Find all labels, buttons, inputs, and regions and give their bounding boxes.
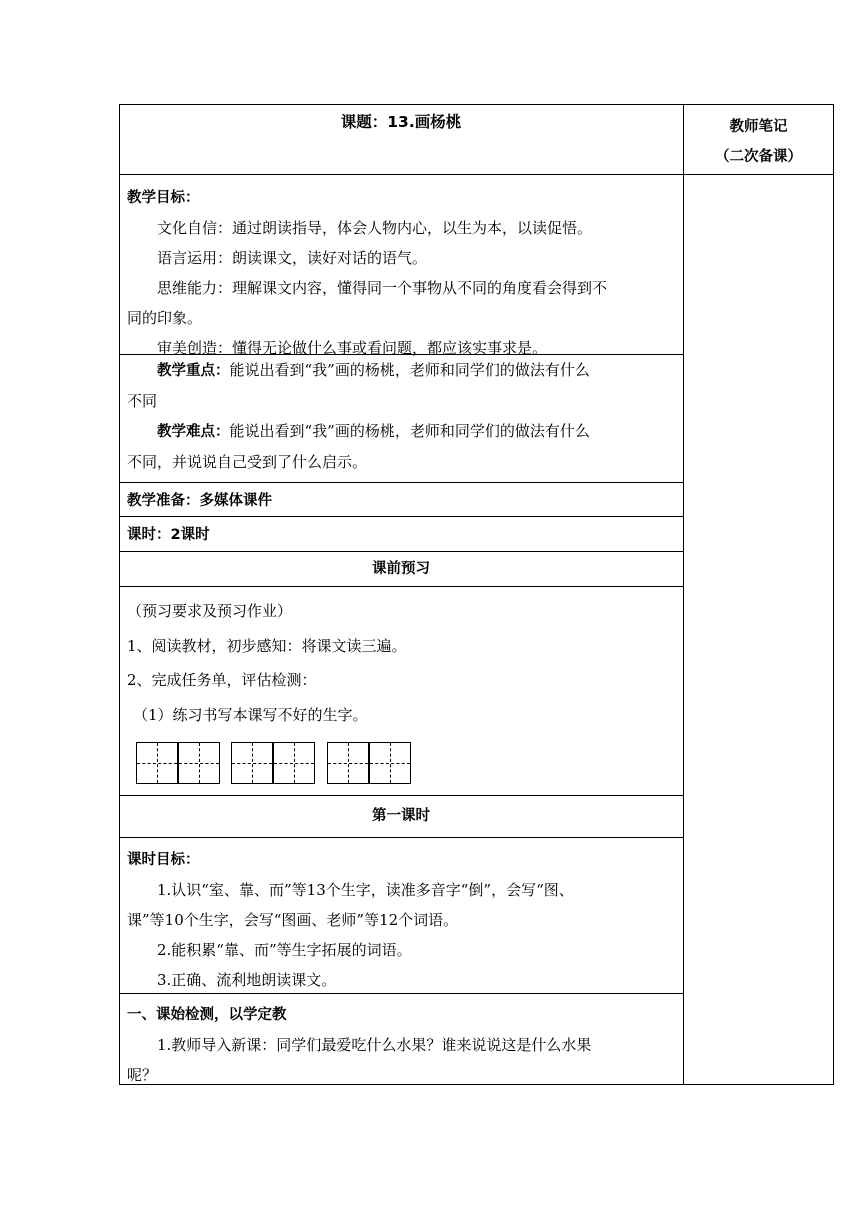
key-point-label: 教学重点： (157, 363, 230, 379)
writing-grid-group-2 (231, 742, 316, 784)
difficulty-text-cont: 不同，并说说自己受到了什么启示。 (127, 453, 368, 471)
lesson1-heading: 第一课时 (372, 808, 430, 824)
lesson-title-cell (119, 107, 683, 137)
lesson1-goal-1: 1.认识“室、靠、而”等13个生字，读准多音字“倒”，会写“图、 (157, 881, 574, 899)
preparation-text: 教学准备：多媒体课件 (127, 493, 272, 509)
section1-title: 一、课始检测，以学定教 (127, 1007, 287, 1023)
row-divider (119, 837, 683, 838)
difficulty-text: 能说出看到“我”画的杨桃，老师和同学们的做法有什么 (229, 422, 590, 440)
writing-grid-group-3 (327, 742, 412, 784)
section1-line-1: 1.教师导入新课：同学们最爱吃什么水果？谁来说说这是什么水果 (157, 1036, 592, 1054)
lesson1-goal-2: 2.能积累“靠、而”等生字拓展的词语。 (157, 941, 412, 959)
key-points-cell (127, 355, 679, 477)
preview-heading-cell (119, 554, 683, 584)
preview-item-1: 1、阅读教材，初步感知：将课文读三遍。 (127, 636, 407, 655)
preparation-cell (127, 486, 679, 516)
section1-line-2: 呢？ (127, 1066, 158, 1084)
objective-thinking-cont: 同的印象。 (127, 309, 203, 327)
key-point-text-cont: 不同 (127, 392, 158, 410)
column-divider (683, 104, 684, 1085)
lesson1-heading-cell (119, 801, 683, 831)
row-divider (119, 174, 834, 175)
writing-grid-box[interactable] (327, 742, 369, 784)
row-divider (119, 516, 683, 517)
class-hours-cell (127, 520, 679, 550)
teacher-notes-subtitle: （二次备课） (715, 149, 802, 165)
lesson1-goals-cell (127, 845, 679, 995)
objective-culture: 文化自信：通过朗读指导，体会人物内心，以生为本，以读促悟。 (157, 219, 593, 237)
writing-grid-box[interactable] (273, 742, 315, 784)
objectives-label: 教学目标： (127, 190, 200, 206)
lesson-title: 课题：13.画杨桃 (340, 113, 462, 131)
objectives-cell (127, 183, 679, 363)
row-divider (119, 482, 683, 483)
objective-aesthetic: 审美创造：懂得无论做什么事或看问题，都应该实事求是。 (157, 339, 548, 357)
row-divider (119, 795, 683, 796)
teacher-notes-title: 教师笔记 (729, 119, 788, 135)
writing-grid-box[interactable] (178, 742, 220, 784)
difficulty-label: 教学难点： (157, 424, 230, 440)
lesson1-goal-3: 3.正确、流利地朗读课文。 (157, 971, 337, 989)
lesson1-goals-label: 课时目标： (127, 852, 200, 868)
teacher-notes-header (684, 112, 833, 172)
preview-heading: 课前预习 (372, 561, 430, 577)
preview-content-cell (127, 594, 679, 732)
class-hours-text: 课时：2课时 (127, 527, 210, 543)
row-divider (119, 551, 683, 552)
preview-requirement: （预习要求及预习作业） (127, 602, 293, 620)
table-border-left (119, 104, 120, 1085)
preview-item-2: 2、完成任务单，评估检测： (127, 671, 317, 689)
key-point-text: 能说出看到“我”画的杨桃，老师和同学们的做法有什么 (229, 361, 590, 379)
section1-cell (127, 1000, 679, 1090)
table-border-top (119, 104, 834, 105)
lesson1-goal-1-cont: 课”等10个生字，会写“图画、老师”等12个词语。 (127, 911, 459, 929)
writing-grid-box[interactable] (136, 742, 178, 784)
writing-grid-group-1 (136, 742, 220, 784)
table-border-right (833, 104, 834, 1085)
objective-thinking: 思维能力：理解课文内容，懂得同一个事物从不同的角度看会得到不 (157, 279, 608, 297)
preview-item-2-1: （1）练习书写本课写不好的生字。 (133, 705, 368, 724)
row-divider (119, 586, 683, 587)
writing-grid-box[interactable] (369, 742, 411, 784)
objective-language: 语言运用：朗读课文，读好对话的语气。 (157, 249, 428, 267)
writing-grid-box[interactable] (231, 742, 273, 784)
